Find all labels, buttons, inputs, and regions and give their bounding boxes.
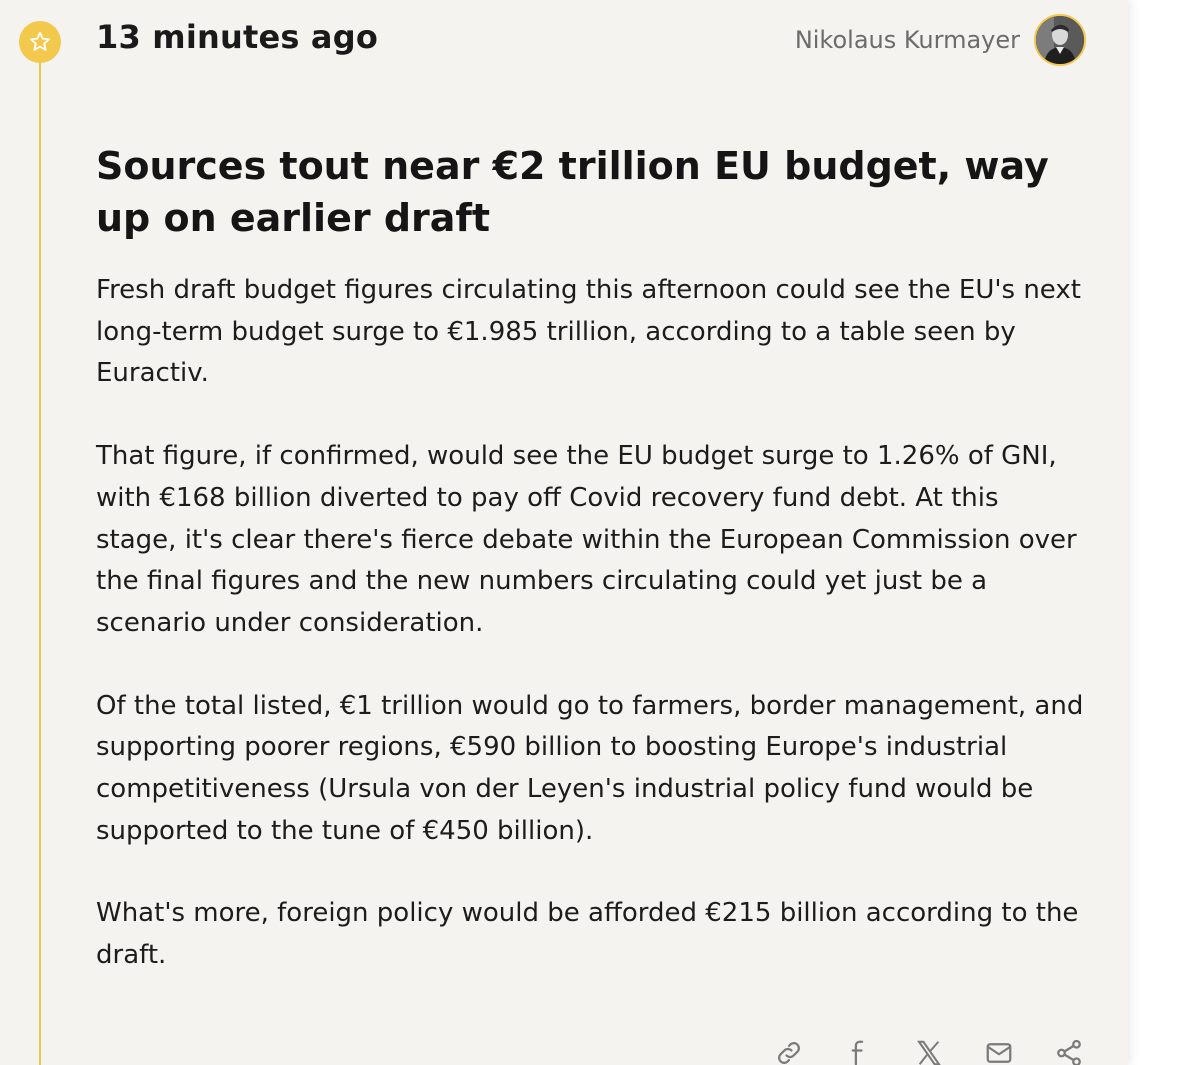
- x-icon: [914, 1038, 944, 1065]
- link-icon: [774, 1038, 804, 1065]
- entry-headline: Sources tout near €2 trillion EU budget, way up on earlier draft: [96, 144, 1049, 240]
- share-icon: [1054, 1038, 1084, 1065]
- copy-link-button[interactable]: [772, 1036, 806, 1065]
- star-icon: [28, 30, 52, 54]
- body-paragraph: Fresh draft budget figures circulating this afternoon could see the EU's next long-term budget surge to €1.985 trillion, according to a table seen by Euractiv.: [96, 275, 1081, 389]
- body-paragraph: Of the total listed, €1 trillion would go to farmers, border management, and supporting poorer regions, €590 billion to boosting Europe's industrial competitiveness (Ursula von der Leyen's industrial policy fund would be supported to the tune of €450 billion).: [96, 690, 1084, 846]
- body-paragraph: That figure, if confirmed, would see the EU budget surge to 1.26% of GNI, with €168 billion diverted to pay off Covid recovery fund debt. At this stage, it's clear there's fierce debate within the European Commission over the final figures and the new numbers circulating could yet just be a scenario under consideration.: [96, 441, 1077, 638]
- timeline-line: [39, 60, 41, 1065]
- share-bar: [772, 1036, 1086, 1065]
- share-email-button[interactable]: [982, 1036, 1016, 1065]
- share-x-button[interactable]: [912, 1036, 946, 1065]
- star-badge: [19, 21, 61, 63]
- author-byline[interactable]: [795, 14, 1086, 66]
- facebook-icon: [844, 1038, 874, 1065]
- author-name[interactable]: Nikolaus Kurmayer: [794, 26, 1020, 54]
- entry-timestamp: 13 minutes ago: [96, 18, 379, 56]
- email-icon: [984, 1038, 1014, 1065]
- share-facebook-button[interactable]: [842, 1036, 876, 1065]
- share-more-button[interactable]: [1052, 1036, 1086, 1065]
- avatar-portrait: [1036, 16, 1084, 64]
- entry-body: [96, 270, 1086, 1018]
- body-paragraph: What's more, foreign policy would be afforded €215 billion according to the draft.: [96, 898, 1079, 971]
- author-avatar[interactable]: [1034, 14, 1086, 66]
